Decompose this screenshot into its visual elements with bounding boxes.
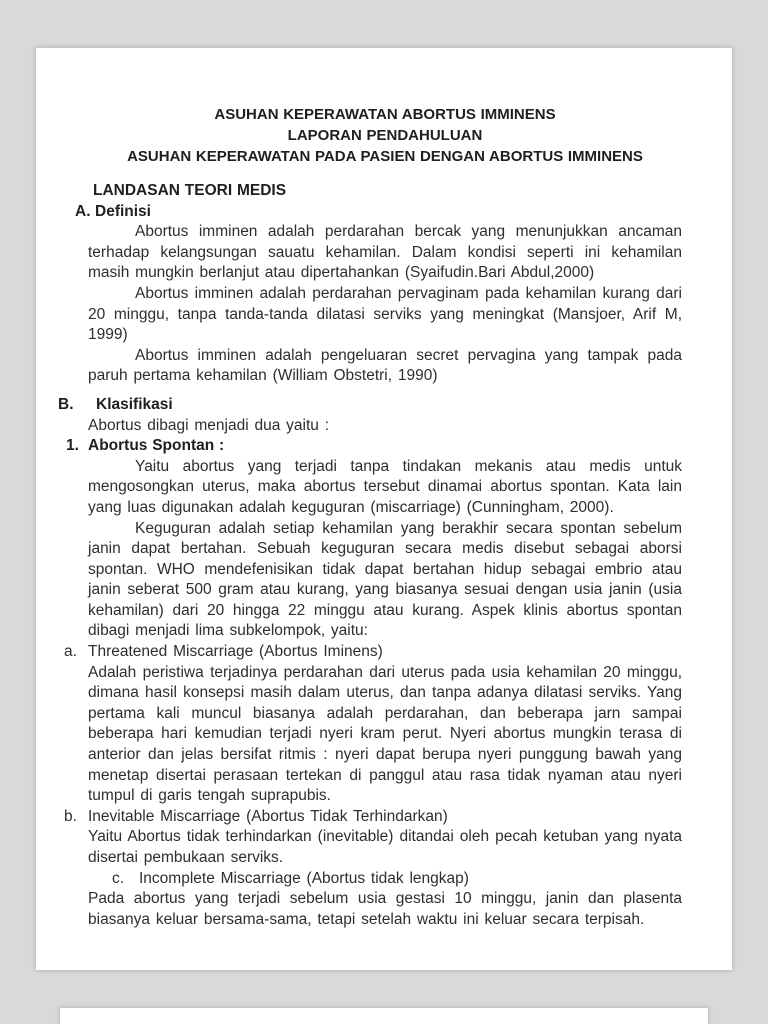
subitem-a-label: a.	[64, 643, 77, 661]
document-page	[36, 48, 732, 970]
section-b-heading	[58, 395, 682, 416]
subitem-a-body: Adalah peristiwa terjadinya perdarahan dari uterus pada usia kehamilan 20 minggu, dimana hasil konsepsi masih dalam uterus, dan tanpa adanya dilatasi serviks. Yang pertama kali muncul biasanya adalah perdarahan, dan beberapa jarn sampai beberapa hari kemudian terjadi nyeri kram perut. Nyeri abortus mungkin terasa di anterior dan jelas bersifat ritmis : nyeri dapat berupa nyeri punggung bawah yang menetap disertai perasaan tertekan di panggul atau rasa tidak nyaman atau nyeri tumpul di garis tengah suprapubis.	[88, 663, 682, 805]
document-title-line-2: LAPORAN PENDAHULUAN	[287, 127, 483, 144]
subitem-a-title: Threatened Miscarriage (Abortus Iminens)	[88, 643, 383, 661]
subitem-a-heading	[64, 642, 682, 663]
spontan-paragraph-1: Yaitu abortus yang terjadi tanpa tindakan mekanis atau medis untuk mengosongkan uterus, maka abortus tersebut dinamai abortus spontan. Kata lain yang luas digunakan adalah keguguran (miscarriage) (Cunningham, 2000).	[88, 457, 682, 516]
document-title-line-3: ASUHAN KEPERAWATAN PADA PASIEN DENGAN ABORTUS IMMINENS	[127, 148, 643, 165]
section-b-title: Klasifikasi	[96, 395, 173, 413]
heading-landasan-teori-medis: LANDASAN TEORI MEDIS	[93, 182, 287, 199]
abortus-spontan-label: 1.	[66, 437, 79, 455]
section-a-title: Definisi	[95, 202, 151, 220]
subitem-c-heading	[112, 869, 682, 890]
abortus-spontan-title: Abortus Spontan :	[88, 437, 225, 455]
subitem-c	[88, 869, 682, 931]
subitem-c-title: Incomplete Miscarriage (Abortus tidak lengkap)	[139, 869, 469, 887]
section-a-label: A.	[75, 202, 91, 220]
section-b-label: B.	[58, 395, 74, 413]
abortus-spontan-heading	[66, 436, 682, 457]
definisi-paragraph-3: Abortus imminen adalah pengeluaran secret pervagina yang tampak pada paruh pertama kehamilan (William Obstetri, 1990)	[88, 346, 682, 385]
next-page-edge	[60, 1008, 708, 1024]
subitem-a	[64, 642, 682, 807]
section-a-heading	[75, 202, 682, 223]
definisi-paragraph-2: Abortus imminen adalah perdarahan pervaginam pada kehamilan kurang dari 20 minggu, tanpa tanda-tanda dilatasi serviks yang meningkat (Mansjoer, Arif M, 1999)	[88, 284, 682, 344]
definisi-paragraph-1: Abortus imminen adalah perdarahan bercak yang menunjukkan ancaman terhadap kelangsungan sauatu kehamilan. Dalam kondisi seperti ini kehamilan masih mungkin berlanjut atau dipertahankan (Syaifudin.Bari Abdul,2000)	[88, 223, 682, 282]
subitem-c-body: Pada abortus yang terjadi sebelum usia gestasi 10 minggu, janin dan plasenta biasanya keluar bersama-sama, tetapi setelah waktu ini keluar secara terpisah.	[88, 890, 682, 928]
subitem-b-label: b.	[64, 807, 77, 825]
spontan-paragraph-2: Keguguran adalah setiap kehamilan yang berakhir secara spontan sebelum janin dapat bertahan. Sebuah keguguran secara medis disebut sebagai aborsi spontan. WHO mendefenisikan tidak dapat bertahan hidup sebagai embrio atau janin seberat 500 gram atau kurang, yang biasanya sesuai dengan usia janin (usia kehamilan) dari 20 hingga 22 minggu atau kurang. Aspek klinis abortus spontan dibagi menjadi lima subkelompok, yaitu:	[88, 519, 682, 640]
subitem-b-heading	[64, 807, 682, 828]
subitem-b-body: Yaitu Abortus tidak terhindarkan (inevitable) ditandai oleh pecah ketuban yang nyata disertai pembukaan serviks.	[88, 828, 682, 866]
subitem-b	[64, 807, 682, 869]
klasifikasi-intro: Abortus dibagi menjadi dua yaitu :	[88, 416, 330, 434]
title-block	[88, 104, 682, 167]
subitem-c-label: c.	[112, 869, 125, 887]
document-title-line-1: ASUHAN KEPERAWATAN ABORTUS IMMINENS	[214, 106, 556, 123]
subitem-b-title: Inevitable Miscarriage (Abortus Tidak Terhindarkan)	[88, 807, 448, 825]
